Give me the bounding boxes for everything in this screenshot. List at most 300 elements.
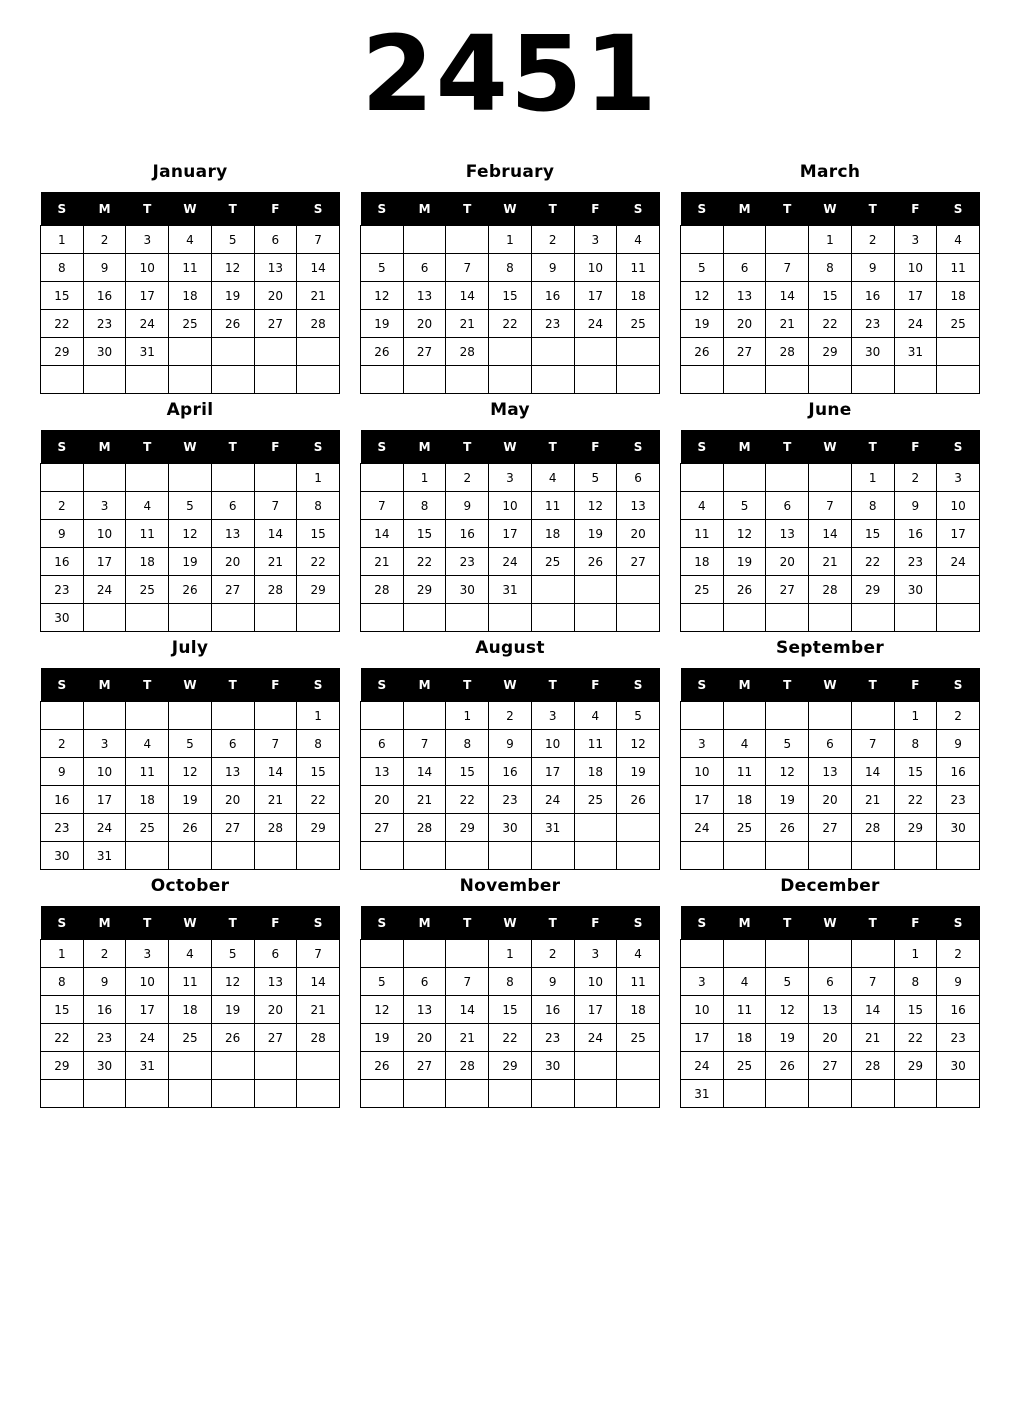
day-cell[interactable]: 1: [41, 940, 84, 968]
day-cell[interactable]: 6: [723, 254, 766, 282]
day-cell[interactable]: 18: [169, 282, 212, 310]
day-cell[interactable]: 3: [489, 464, 532, 492]
day-cell[interactable]: 6: [403, 968, 446, 996]
day-cell[interactable]: 21: [361, 548, 404, 576]
day-cell[interactable]: 31: [489, 576, 532, 604]
day-cell[interactable]: 21: [851, 1024, 894, 1052]
day-cell[interactable]: 15: [851, 520, 894, 548]
day-cell[interactable]: 7: [254, 492, 297, 520]
day-cell[interactable]: 9: [894, 492, 937, 520]
day-cell[interactable]: 1: [894, 702, 937, 730]
day-cell[interactable]: 20: [403, 310, 446, 338]
day-cell[interactable]: 11: [937, 254, 980, 282]
day-cell[interactable]: 1: [894, 940, 937, 968]
day-cell[interactable]: 7: [809, 492, 852, 520]
day-cell[interactable]: 30: [41, 842, 84, 870]
day-cell[interactable]: 12: [574, 492, 617, 520]
day-cell[interactable]: 13: [403, 996, 446, 1024]
day-cell[interactable]: 27: [617, 548, 660, 576]
day-cell[interactable]: 29: [851, 576, 894, 604]
day-cell[interactable]: 26: [169, 576, 212, 604]
day-cell[interactable]: 25: [169, 310, 212, 338]
day-cell[interactable]: 13: [254, 254, 297, 282]
day-cell[interactable]: 23: [531, 310, 574, 338]
day-cell[interactable]: 25: [723, 1052, 766, 1080]
day-cell[interactable]: 7: [446, 254, 489, 282]
day-cell[interactable]: 10: [894, 254, 937, 282]
day-cell[interactable]: 5: [574, 464, 617, 492]
day-cell[interactable]: 4: [617, 940, 660, 968]
day-cell[interactable]: 26: [617, 786, 660, 814]
day-cell[interactable]: 29: [894, 814, 937, 842]
day-cell[interactable]: 3: [574, 940, 617, 968]
day-cell[interactable]: 21: [297, 996, 340, 1024]
day-cell[interactable]: 1: [809, 226, 852, 254]
day-cell[interactable]: 5: [766, 968, 809, 996]
day-cell[interactable]: 18: [126, 786, 169, 814]
day-cell[interactable]: 17: [83, 548, 126, 576]
day-cell[interactable]: 8: [297, 730, 340, 758]
day-cell[interactable]: 13: [809, 996, 852, 1024]
day-cell[interactable]: 7: [851, 968, 894, 996]
day-cell[interactable]: 23: [937, 786, 980, 814]
day-cell[interactable]: 8: [489, 968, 532, 996]
day-cell[interactable]: 27: [211, 814, 254, 842]
day-cell[interactable]: 9: [41, 758, 84, 786]
day-cell[interactable]: 5: [766, 730, 809, 758]
day-cell[interactable]: 16: [894, 520, 937, 548]
day-cell[interactable]: 28: [297, 1024, 340, 1052]
day-cell[interactable]: 17: [531, 758, 574, 786]
day-cell[interactable]: 27: [211, 576, 254, 604]
day-cell[interactable]: 6: [254, 226, 297, 254]
day-cell[interactable]: 8: [41, 254, 84, 282]
day-cell[interactable]: 9: [83, 254, 126, 282]
day-cell[interactable]: 19: [169, 548, 212, 576]
day-cell[interactable]: 5: [723, 492, 766, 520]
day-cell[interactable]: 22: [489, 310, 532, 338]
day-cell[interactable]: 18: [937, 282, 980, 310]
day-cell[interactable]: 29: [403, 576, 446, 604]
day-cell[interactable]: 19: [723, 548, 766, 576]
day-cell[interactable]: 25: [937, 310, 980, 338]
day-cell[interactable]: 21: [254, 786, 297, 814]
day-cell[interactable]: 17: [574, 996, 617, 1024]
day-cell[interactable]: 26: [361, 338, 404, 366]
day-cell[interactable]: 26: [211, 310, 254, 338]
day-cell[interactable]: 15: [403, 520, 446, 548]
day-cell[interactable]: 13: [809, 758, 852, 786]
day-cell[interactable]: 27: [766, 576, 809, 604]
day-cell[interactable]: 13: [211, 520, 254, 548]
day-cell[interactable]: 3: [531, 702, 574, 730]
day-cell[interactable]: 26: [169, 814, 212, 842]
day-cell[interactable]: 1: [851, 464, 894, 492]
day-cell[interactable]: 4: [723, 968, 766, 996]
day-cell[interactable]: 15: [489, 996, 532, 1024]
day-cell[interactable]: 5: [361, 968, 404, 996]
day-cell[interactable]: 20: [723, 310, 766, 338]
day-cell[interactable]: 5: [681, 254, 724, 282]
day-cell[interactable]: 19: [361, 310, 404, 338]
day-cell[interactable]: 31: [83, 842, 126, 870]
day-cell[interactable]: 24: [681, 1052, 724, 1080]
day-cell[interactable]: 12: [766, 758, 809, 786]
day-cell[interactable]: 6: [809, 968, 852, 996]
day-cell[interactable]: 20: [211, 786, 254, 814]
day-cell[interactable]: 6: [403, 254, 446, 282]
day-cell[interactable]: 17: [681, 1024, 724, 1052]
day-cell[interactable]: 9: [83, 968, 126, 996]
day-cell[interactable]: 22: [446, 786, 489, 814]
day-cell[interactable]: 15: [41, 996, 84, 1024]
day-cell[interactable]: 17: [574, 282, 617, 310]
day-cell[interactable]: 1: [297, 702, 340, 730]
day-cell[interactable]: 5: [361, 254, 404, 282]
day-cell[interactable]: 3: [83, 492, 126, 520]
day-cell[interactable]: 27: [809, 1052, 852, 1080]
day-cell[interactable]: 12: [361, 282, 404, 310]
day-cell[interactable]: 17: [489, 520, 532, 548]
day-cell[interactable]: 23: [83, 310, 126, 338]
day-cell[interactable]: 30: [83, 1052, 126, 1080]
day-cell[interactable]: 16: [851, 282, 894, 310]
day-cell[interactable]: 12: [617, 730, 660, 758]
day-cell[interactable]: 19: [617, 758, 660, 786]
day-cell[interactable]: 23: [531, 1024, 574, 1052]
day-cell[interactable]: 4: [531, 464, 574, 492]
day-cell[interactable]: 1: [489, 940, 532, 968]
day-cell[interactable]: 2: [851, 226, 894, 254]
day-cell[interactable]: 10: [489, 492, 532, 520]
day-cell[interactable]: 7: [297, 226, 340, 254]
day-cell[interactable]: 27: [403, 338, 446, 366]
day-cell[interactable]: 2: [937, 940, 980, 968]
day-cell[interactable]: 30: [41, 604, 84, 632]
day-cell[interactable]: 8: [894, 968, 937, 996]
day-cell[interactable]: 13: [723, 282, 766, 310]
day-cell[interactable]: 12: [211, 254, 254, 282]
day-cell[interactable]: 9: [937, 730, 980, 758]
day-cell[interactable]: 24: [83, 576, 126, 604]
day-cell[interactable]: 22: [41, 1024, 84, 1052]
day-cell[interactable]: 16: [41, 786, 84, 814]
day-cell[interactable]: 23: [489, 786, 532, 814]
day-cell[interactable]: 4: [681, 492, 724, 520]
day-cell[interactable]: 26: [723, 576, 766, 604]
day-cell[interactable]: 31: [126, 338, 169, 366]
day-cell[interactable]: 14: [766, 282, 809, 310]
day-cell[interactable]: 21: [297, 282, 340, 310]
day-cell[interactable]: 22: [894, 786, 937, 814]
day-cell[interactable]: 24: [894, 310, 937, 338]
day-cell[interactable]: 5: [211, 226, 254, 254]
day-cell[interactable]: 14: [446, 282, 489, 310]
day-cell[interactable]: 13: [617, 492, 660, 520]
day-cell[interactable]: 27: [254, 1024, 297, 1052]
day-cell[interactable]: 31: [531, 814, 574, 842]
day-cell[interactable]: 4: [617, 226, 660, 254]
day-cell[interactable]: 10: [681, 758, 724, 786]
day-cell[interactable]: 23: [446, 548, 489, 576]
day-cell[interactable]: 6: [361, 730, 404, 758]
day-cell[interactable]: 7: [446, 968, 489, 996]
day-cell[interactable]: 2: [83, 226, 126, 254]
day-cell[interactable]: 21: [403, 786, 446, 814]
day-cell[interactable]: 15: [41, 282, 84, 310]
day-cell[interactable]: 17: [126, 996, 169, 1024]
day-cell[interactable]: 5: [211, 940, 254, 968]
day-cell[interactable]: 31: [894, 338, 937, 366]
day-cell[interactable]: 15: [489, 282, 532, 310]
day-cell[interactable]: 23: [41, 814, 84, 842]
day-cell[interactable]: 18: [126, 548, 169, 576]
day-cell[interactable]: 16: [41, 548, 84, 576]
day-cell[interactable]: 25: [617, 310, 660, 338]
day-cell[interactable]: 10: [937, 492, 980, 520]
day-cell[interactable]: 7: [254, 730, 297, 758]
day-cell[interactable]: 19: [361, 1024, 404, 1052]
day-cell[interactable]: 12: [681, 282, 724, 310]
day-cell[interactable]: 4: [126, 492, 169, 520]
day-cell[interactable]: 19: [681, 310, 724, 338]
day-cell[interactable]: 28: [766, 338, 809, 366]
day-cell[interactable]: 26: [766, 1052, 809, 1080]
day-cell[interactable]: 11: [617, 968, 660, 996]
day-cell[interactable]: 24: [83, 814, 126, 842]
day-cell[interactable]: 7: [766, 254, 809, 282]
day-cell[interactable]: 24: [126, 310, 169, 338]
day-cell[interactable]: 3: [83, 730, 126, 758]
day-cell[interactable]: 22: [297, 786, 340, 814]
day-cell[interactable]: 16: [937, 758, 980, 786]
day-cell[interactable]: 25: [723, 814, 766, 842]
day-cell[interactable]: 25: [574, 786, 617, 814]
day-cell[interactable]: 4: [126, 730, 169, 758]
day-cell[interactable]: 5: [169, 492, 212, 520]
day-cell[interactable]: 25: [126, 576, 169, 604]
day-cell[interactable]: 7: [361, 492, 404, 520]
day-cell[interactable]: 27: [723, 338, 766, 366]
day-cell[interactable]: 2: [531, 226, 574, 254]
day-cell[interactable]: 24: [531, 786, 574, 814]
day-cell[interactable]: 4: [169, 226, 212, 254]
day-cell[interactable]: 24: [681, 814, 724, 842]
day-cell[interactable]: 15: [297, 758, 340, 786]
day-cell[interactable]: 17: [83, 786, 126, 814]
day-cell[interactable]: 30: [937, 1052, 980, 1080]
day-cell[interactable]: 22: [809, 310, 852, 338]
day-cell[interactable]: 3: [574, 226, 617, 254]
day-cell[interactable]: 22: [489, 1024, 532, 1052]
day-cell[interactable]: 28: [446, 338, 489, 366]
day-cell[interactable]: 28: [851, 814, 894, 842]
day-cell[interactable]: 23: [894, 548, 937, 576]
day-cell[interactable]: 6: [809, 730, 852, 758]
day-cell[interactable]: 14: [809, 520, 852, 548]
day-cell[interactable]: 24: [574, 1024, 617, 1052]
day-cell[interactable]: 6: [766, 492, 809, 520]
day-cell[interactable]: 18: [681, 548, 724, 576]
day-cell[interactable]: 5: [617, 702, 660, 730]
day-cell[interactable]: 26: [361, 1052, 404, 1080]
day-cell[interactable]: 10: [531, 730, 574, 758]
day-cell[interactable]: 15: [809, 282, 852, 310]
day-cell[interactable]: 19: [211, 282, 254, 310]
day-cell[interactable]: 20: [617, 520, 660, 548]
day-cell[interactable]: 13: [766, 520, 809, 548]
day-cell[interactable]: 29: [297, 814, 340, 842]
day-cell[interactable]: 22: [403, 548, 446, 576]
day-cell[interactable]: 8: [809, 254, 852, 282]
day-cell[interactable]: 9: [41, 520, 84, 548]
day-cell[interactable]: 25: [531, 548, 574, 576]
day-cell[interactable]: 15: [446, 758, 489, 786]
day-cell[interactable]: 12: [361, 996, 404, 1024]
day-cell[interactable]: 25: [681, 576, 724, 604]
day-cell[interactable]: 16: [937, 996, 980, 1024]
day-cell[interactable]: 14: [297, 254, 340, 282]
day-cell[interactable]: 10: [126, 254, 169, 282]
day-cell[interactable]: 28: [254, 576, 297, 604]
day-cell[interactable]: 11: [723, 758, 766, 786]
day-cell[interactable]: 1: [297, 464, 340, 492]
day-cell[interactable]: 4: [937, 226, 980, 254]
day-cell[interactable]: 8: [41, 968, 84, 996]
day-cell[interactable]: 8: [894, 730, 937, 758]
day-cell[interactable]: 18: [574, 758, 617, 786]
day-cell[interactable]: 20: [211, 548, 254, 576]
day-cell[interactable]: 8: [489, 254, 532, 282]
day-cell[interactable]: 11: [617, 254, 660, 282]
day-cell[interactable]: 3: [681, 968, 724, 996]
day-cell[interactable]: 8: [851, 492, 894, 520]
day-cell[interactable]: 29: [809, 338, 852, 366]
day-cell[interactable]: 23: [937, 1024, 980, 1052]
day-cell[interactable]: 18: [531, 520, 574, 548]
day-cell[interactable]: 14: [446, 996, 489, 1024]
day-cell[interactable]: 8: [403, 492, 446, 520]
day-cell[interactable]: 20: [403, 1024, 446, 1052]
day-cell[interactable]: 19: [169, 786, 212, 814]
day-cell[interactable]: 2: [489, 702, 532, 730]
day-cell[interactable]: 10: [126, 968, 169, 996]
day-cell[interactable]: 23: [851, 310, 894, 338]
day-cell[interactable]: 3: [126, 940, 169, 968]
day-cell[interactable]: 7: [403, 730, 446, 758]
day-cell[interactable]: 26: [766, 814, 809, 842]
day-cell[interactable]: 16: [446, 520, 489, 548]
day-cell[interactable]: 18: [617, 282, 660, 310]
day-cell[interactable]: 10: [681, 996, 724, 1024]
day-cell[interactable]: 16: [531, 996, 574, 1024]
day-cell[interactable]: 20: [809, 786, 852, 814]
day-cell[interactable]: 13: [254, 968, 297, 996]
day-cell[interactable]: 25: [126, 814, 169, 842]
day-cell[interactable]: 19: [211, 996, 254, 1024]
day-cell[interactable]: 14: [851, 758, 894, 786]
day-cell[interactable]: 28: [361, 576, 404, 604]
day-cell[interactable]: 2: [531, 940, 574, 968]
day-cell[interactable]: 9: [489, 730, 532, 758]
day-cell[interactable]: 28: [446, 1052, 489, 1080]
day-cell[interactable]: 2: [41, 730, 84, 758]
day-cell[interactable]: 3: [894, 226, 937, 254]
day-cell[interactable]: 19: [766, 1024, 809, 1052]
day-cell[interactable]: 24: [574, 310, 617, 338]
day-cell[interactable]: 9: [937, 968, 980, 996]
day-cell[interactable]: 16: [489, 758, 532, 786]
day-cell[interactable]: 3: [126, 226, 169, 254]
day-cell[interactable]: 30: [851, 338, 894, 366]
day-cell[interactable]: 14: [403, 758, 446, 786]
day-cell[interactable]: 10: [83, 520, 126, 548]
day-cell[interactable]: 11: [126, 520, 169, 548]
day-cell[interactable]: 26: [574, 548, 617, 576]
day-cell[interactable]: 4: [723, 730, 766, 758]
day-cell[interactable]: 21: [446, 310, 489, 338]
day-cell[interactable]: 13: [211, 758, 254, 786]
day-cell[interactable]: 21: [766, 310, 809, 338]
day-cell[interactable]: 9: [851, 254, 894, 282]
day-cell[interactable]: 28: [851, 1052, 894, 1080]
day-cell[interactable]: 27: [403, 1052, 446, 1080]
day-cell[interactable]: 10: [83, 758, 126, 786]
day-cell[interactable]: 20: [254, 996, 297, 1024]
day-cell[interactable]: 14: [361, 520, 404, 548]
day-cell[interactable]: 30: [937, 814, 980, 842]
day-cell[interactable]: 27: [361, 814, 404, 842]
day-cell[interactable]: 11: [126, 758, 169, 786]
day-cell[interactable]: 9: [531, 254, 574, 282]
day-cell[interactable]: 30: [489, 814, 532, 842]
day-cell[interactable]: 24: [937, 548, 980, 576]
day-cell[interactable]: 19: [574, 520, 617, 548]
day-cell[interactable]: 18: [617, 996, 660, 1024]
day-cell[interactable]: 7: [851, 730, 894, 758]
day-cell[interactable]: 1: [446, 702, 489, 730]
day-cell[interactable]: 27: [809, 814, 852, 842]
day-cell[interactable]: 28: [403, 814, 446, 842]
day-cell[interactable]: 11: [169, 254, 212, 282]
day-cell[interactable]: 20: [254, 282, 297, 310]
day-cell[interactable]: 3: [937, 464, 980, 492]
day-cell[interactable]: 21: [809, 548, 852, 576]
day-cell[interactable]: 2: [894, 464, 937, 492]
day-cell[interactable]: 30: [446, 576, 489, 604]
day-cell[interactable]: 17: [937, 520, 980, 548]
day-cell[interactable]: 11: [531, 492, 574, 520]
day-cell[interactable]: 25: [617, 1024, 660, 1052]
day-cell[interactable]: 23: [41, 576, 84, 604]
day-cell[interactable]: 13: [403, 282, 446, 310]
day-cell[interactable]: 22: [894, 1024, 937, 1052]
day-cell[interactable]: 15: [297, 520, 340, 548]
day-cell[interactable]: 17: [681, 786, 724, 814]
day-cell[interactable]: 20: [361, 786, 404, 814]
day-cell[interactable]: 17: [126, 282, 169, 310]
day-cell[interactable]: 20: [766, 548, 809, 576]
day-cell[interactable]: 1: [403, 464, 446, 492]
day-cell[interactable]: 14: [254, 520, 297, 548]
day-cell[interactable]: 21: [254, 548, 297, 576]
day-cell[interactable]: 11: [723, 996, 766, 1024]
day-cell[interactable]: 2: [937, 702, 980, 730]
day-cell[interactable]: 10: [574, 968, 617, 996]
day-cell[interactable]: 20: [809, 1024, 852, 1052]
day-cell[interactable]: 12: [723, 520, 766, 548]
day-cell[interactable]: 10: [574, 254, 617, 282]
